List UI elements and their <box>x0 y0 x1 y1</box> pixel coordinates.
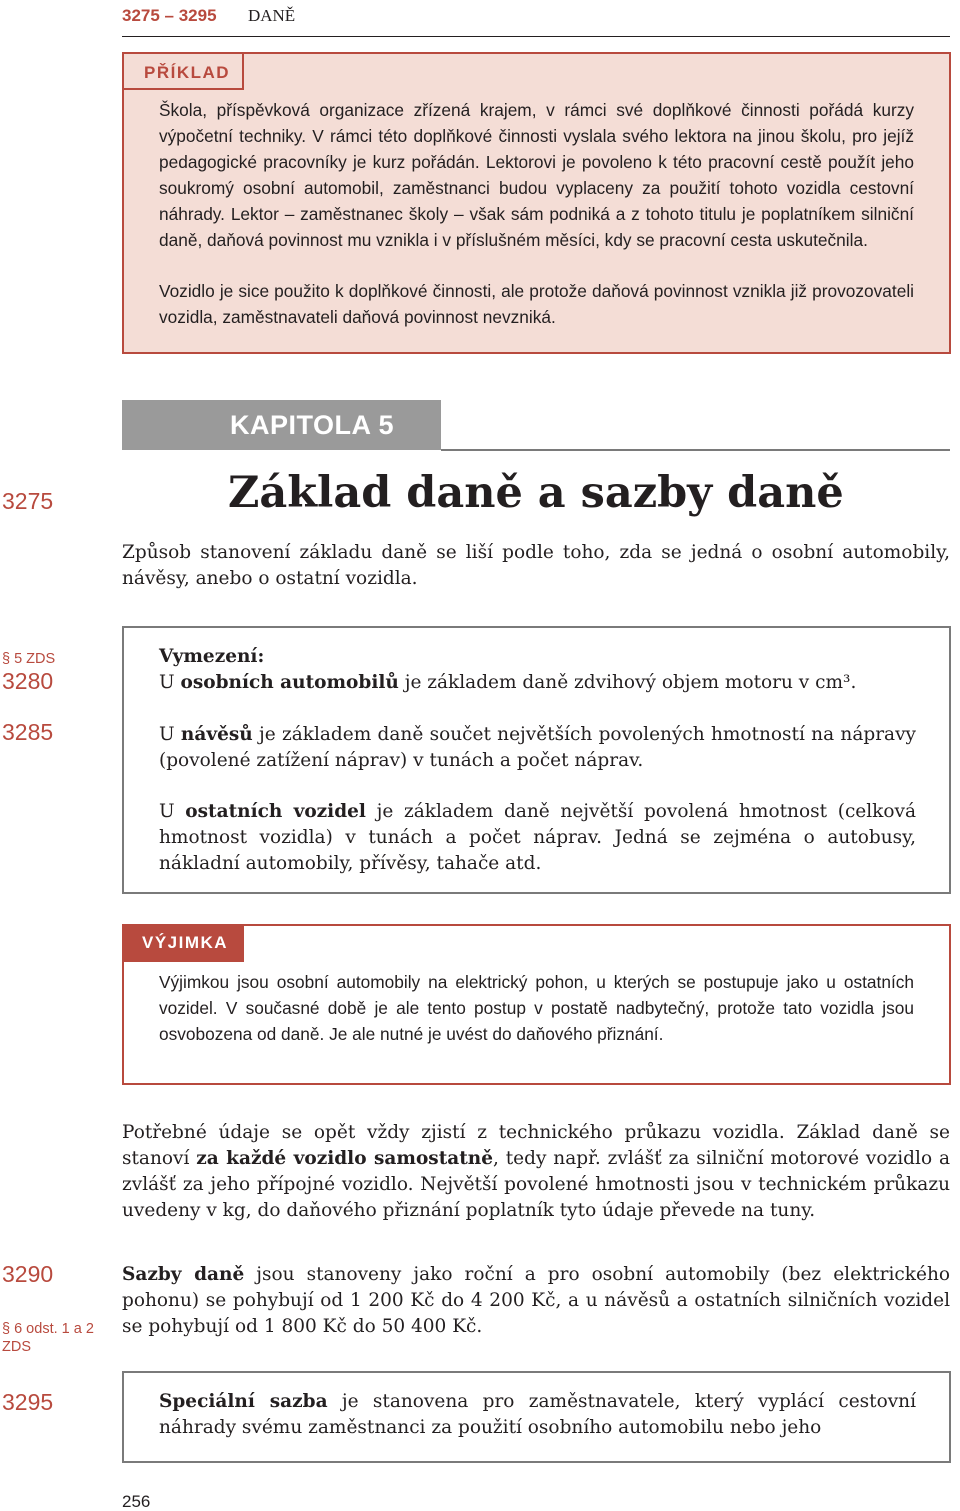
special-rate-post: je stanovena pro zaměstnavatele, který vyplácí cestovní náhrady svému zaměstnanci za použití osobního automobilu nebo jeho <box>159 1391 917 1438</box>
definition-line3-post: je základem daně největší povolená hmotnost (celková hmotnost vozidla) v tunách a počet náprav. Jedná se zejména o autobusy, nákladní automobily, přívěsy, tahače atd. <box>159 801 916 874</box>
exception-text: Výjimkou jsou osobní automobily na elektrický pohon, u kterých se postupuje jako u ostatních vozidel. V současné době je ale tento postup v postatě nadbytečný, protože tato vozidla jsou osvobozena od daně. Je ale nutné je uvést do daňového přiznání. <box>159 972 914 1044</box>
example-paragraph-1: Škola, příspěvková organizace zřízená krajem, v rámci své doplňkové činnosti pořádá kurzy výpočetní techniky. V rámci této doplňkové činnosti vyslala svého lektora na jinou školu, pro jejíž pedagogické pracovníky je kurz pořádán. Lektorovi je povoleno k této pracovní cestě použít jeho soukromý osobní automobil, zaměstnanci budou vyplaceny za použití tohoto vozidla cestovní náhrady. Lektor – zaměstnanec školy – však sám podniká a z tohoto titulu je poplatníkem silniční daně, daňová povinnost mu vznikla i v příslušném měsíci, kdy se pracovní cesta uskutečnila. <box>159 100 914 250</box>
header-rule <box>122 36 950 37</box>
paragraph-vehicle-data <box>122 1120 950 1224</box>
chapter-rule <box>441 449 950 451</box>
margin-ref-5-zds: § 5 ZDS <box>2 651 56 667</box>
paragraph-tax-rates <box>122 1262 950 1340</box>
definition-line1-bold: osobních automobilů <box>180 672 399 693</box>
paragraph-vehicle-data-bold: za každé vozidlo samostatně <box>196 1148 493 1169</box>
definition-line3-bold: ostatních vozidel <box>185 801 366 822</box>
special-rate-text <box>159 1389 916 1441</box>
special-rate-box <box>122 1371 951 1463</box>
definition-other-vehicles <box>159 799 916 877</box>
example-paragraph-2: Vozidlo je sice použito k doplňkové činnosti, ale protože daňová povinnost vznikla již provozovateli vozidla, zaměstnavateli daňová povinnost nevzniká. <box>159 281 914 327</box>
definition-line2-bold: návěsů <box>180 724 253 745</box>
paragraph-vehicle-data-pre: Potřebné údaje se opět vždy zjistí z technického průkazu vozidla. Základ daně se stanoví <box>122 1122 950 1169</box>
definition-line1-post: je základem daně zdvihový objem motoru v cm³. <box>398 672 857 693</box>
paragraph-vehicle-data-post: , tedy např. zvlášť za silniční motorové vozidlo a zvlášť za jeho přípojné vozidlo. Největší povolené hmotnosti jsou v technickém průkazu uvedeny v kg, do daňového přiznání poplatník tyto údaje převede na tuny. <box>122 1148 950 1221</box>
definition-passenger-cars <box>159 670 916 696</box>
margin-ref-6-zds: § 6 odst. 1 a 2 ZDS <box>2 1321 94 1355</box>
section-title: DANĚ <box>247 6 296 25</box>
definition-line3-pre: U <box>159 801 186 822</box>
definition-box <box>122 626 951 894</box>
paragraph-tax-rates-bold: Sazby daně <box>122 1264 245 1285</box>
definition-heading <box>159 644 916 670</box>
example-label: PŘÍKLAD <box>122 52 244 90</box>
margin-number-3285: 3285 <box>2 719 54 745</box>
margin-number-3275: 3275 <box>2 488 54 514</box>
paragraph-tax-rates-post: jsou stanoveny jako roční a pro osobní automobily (bez elektrického pohonu) se pohybují od 1 200 Kč do 4 200 Kč, a u návěsů a ostatních silničních vozidel se pohybují od 1 800 Kč do 50 400 Kč. <box>122 1264 950 1337</box>
definition-line2-pre: U <box>159 724 181 745</box>
margin-number-3295: 3295 <box>2 1389 54 1415</box>
example-box <box>122 52 951 354</box>
chapter-tab-label: KAPITOLA 5 <box>230 410 395 440</box>
page-range: 3275 – 3295 <box>122 6 217 25</box>
definition-semitrailers <box>159 722 916 774</box>
margin-number-3280: 3280 <box>2 668 54 694</box>
definition-heading-text: Vymezení: <box>159 646 265 667</box>
definition-line2-post: je základem daně součet největších povolených hmotností na nápravy (povolené zatížení náprav) v tunách a počet náprav. <box>159 724 916 771</box>
exception-box <box>122 924 951 1085</box>
page-number: 256 <box>122 1492 151 1511</box>
chapter-title: Základ daně a sazby daně <box>228 468 844 518</box>
chapter-intro: Způsob stanovení základu daně se liší podle toho, zda se jedná o osobní automobily, návěsy, anebo o ostatní vozidla. <box>122 542 950 589</box>
running-head <box>122 6 295 26</box>
special-rate-bold: Speciální sazba <box>159 1391 328 1412</box>
exception-label: VÝJIMKA <box>122 924 244 962</box>
margin-number-3290: 3290 <box>2 1261 54 1287</box>
chapter-tab <box>122 400 441 450</box>
definition-line1-pre: U <box>159 672 181 693</box>
